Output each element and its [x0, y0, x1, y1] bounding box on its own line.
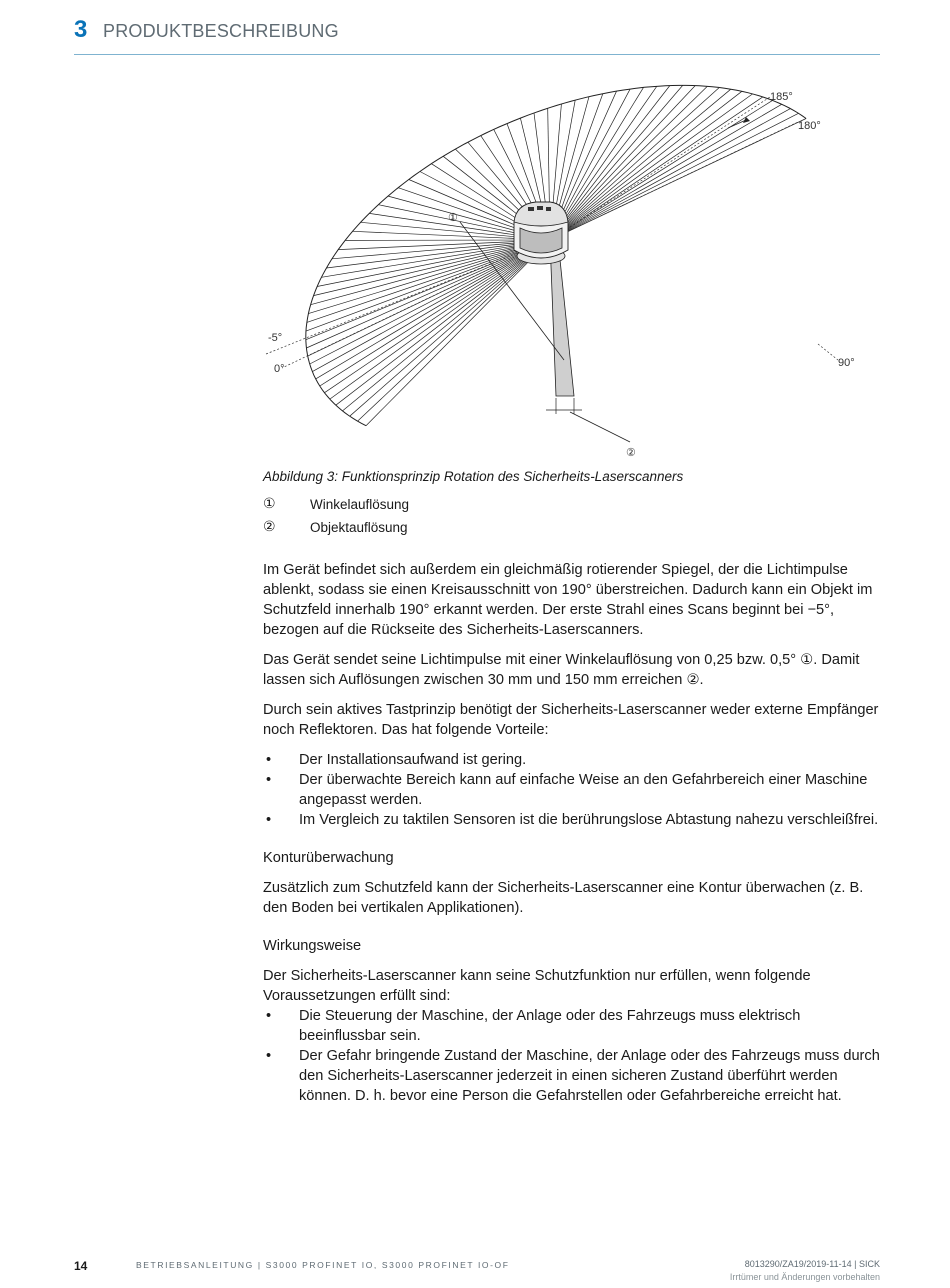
extension-line-minus5 [266, 240, 550, 354]
list-item [263, 750, 883, 770]
list-item-text: Im Vergleich zu taktilen Sensoren ist die berührungslose Abtastung nahezu verschleißfrei. [299, 812, 879, 828]
list-item-text: Der überwachte Bereich kann auf einfache Weise an den Gefahrbereich einer Maschine angepasst werden. [299, 772, 868, 808]
callout-2: ② [626, 447, 636, 459]
callout-1: ① [448, 212, 458, 224]
bullet: • [266, 812, 272, 828]
list-item-text: Der Gefahr bringende Zustand der Maschine, der Anlage oder des Fahrzeugs muss durch den Sicherheits-Laserscanner jederzeit in einen sicheren Zustand überführt werden können. D. h. bevor eine Person die Gefahrstellen oder Gefahrbereiche erreicht hat. [299, 1048, 880, 1104]
document-id: 8013290/ZA19/2019-11-14 | SICK [744, 1259, 880, 1269]
scanner-device [514, 202, 568, 264]
section-heading: Konturüberwachung [263, 850, 394, 866]
body-text [263, 560, 883, 1116]
section-heading: Wirkungsweise [263, 938, 362, 954]
angle-label-180: 180° [798, 120, 821, 132]
extension-line-90 [818, 344, 838, 360]
scan-ray [550, 113, 799, 240]
list-item [263, 810, 883, 830]
object-resolution-strip [550, 240, 574, 396]
extension-line-180 [550, 122, 798, 240]
scan-ray [550, 104, 782, 240]
paragraph: Der Sicherheits-Laserscanner kann seine Schutzfunktion nur erfüllen, wenn folgende Voraussetzungen erfüllt sind: [263, 968, 811, 1004]
page-number: 14 [74, 1259, 88, 1273]
angle-label-90: 90° [838, 357, 855, 369]
advantages-list [263, 750, 883, 830]
scan-ray [550, 91, 742, 240]
extension-line-0 [282, 240, 550, 368]
angle-label-0: 0° [274, 363, 285, 375]
chapter-number: 3 [74, 16, 88, 43]
scan-ray [550, 86, 670, 240]
page-header [74, 16, 880, 55]
document-title: BETRIEBSANLEITUNG | S3000 PROFINET IO, S3000 PROFINET IO-OF [136, 1260, 510, 1270]
scan-ray [550, 94, 753, 240]
bullet: • [266, 752, 272, 768]
disclaimer: Irrtümer und Änderungen vorbehalten [729, 1272, 880, 1282]
angle-label-minus5: -5° [268, 332, 283, 344]
list-item-text: Der Installationsaufwand ist gering. [299, 752, 527, 768]
bullet: • [266, 1048, 272, 1064]
scan-ray [550, 109, 790, 240]
callout-2-leader [570, 412, 630, 442]
scan-fan-diagram [258, 80, 878, 465]
scan-ray [336, 240, 550, 405]
scan-ray [330, 240, 550, 399]
legend-text: Winkelauflösung [310, 497, 410, 512]
list-item [263, 770, 883, 810]
paragraph: Durch sein aktives Tastprinzip benötigt der Sicherheits-Laserscanner weder externe Empfänger noch Reflektoren. Das hat folgende Vorteile: [263, 702, 879, 738]
list-item [263, 1046, 883, 1106]
legend-text: Objektauflösung [310, 520, 408, 535]
scanner-figure [258, 80, 878, 470]
angle-label-185: 185° [770, 91, 793, 103]
scan-ray [306, 240, 550, 348]
paragraph: Das Gerät sendet seine Lichtimpulse mit einer Winkelauflösung von 0,25 bzw. 0,5° ①. Damit lassen sich Auflösungen zwischen 30 mm und 150 mm erreichen ②. [263, 652, 860, 688]
list-item-text: Die Steuerung der Maschine, der Anlage oder des Fahrzeugs muss elektrisch beeinflussbar sein. [299, 1008, 801, 1044]
paragraph: Zusätzlich zum Schutzfeld kann der Sicherheits-Laserscanner eine Kontur überwachen (z. B. den Boden bei vertikalen Applikationen). [263, 880, 864, 916]
scan-ray [325, 240, 551, 393]
legend-number: ② [263, 519, 276, 535]
legend-number: ① [263, 496, 276, 512]
list-item [263, 1006, 883, 1046]
scan-ray [550, 85, 683, 240]
paragraph: Im Gerät befindet sich außerdem ein gleichmäßig rotierender Spiegel, der die Lichtimpulse ablenkt, sodass sie einen Kreisausschnitt von 190° überstreichen. Dadurch kann ein Objekt im Schutzfeld innerhalb 190° erkannt werden. Der erste Strahl eines Scans beginnt bei −5°, bezogen auf die Rückseite des Sicherheits-Laserscanners. [263, 562, 873, 638]
bullet: • [266, 1008, 272, 1024]
requirements-list [263, 1006, 883, 1106]
scan-ray [550, 88, 719, 241]
bullet: • [266, 772, 272, 788]
chapter-title: PRODUKTBESCHREIBUNG [103, 21, 339, 41]
figure-caption: Abbildung 3: Funktionsprinzip Rotation des Sicherheits-Laserscanners [263, 469, 684, 484]
scan-ray [343, 240, 551, 411]
